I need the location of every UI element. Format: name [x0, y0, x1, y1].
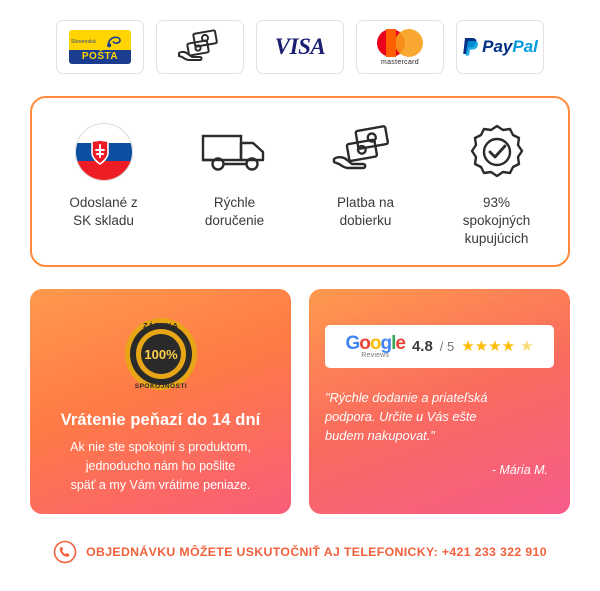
paypal-icon	[462, 37, 479, 57]
slovak-flag-icon	[75, 123, 133, 181]
review-quote-line1: "Rýchle dodanie a priateľská	[325, 389, 488, 405]
payment-logo-slovenska-posta	[56, 20, 144, 74]
checkmark-badge-icon	[466, 123, 528, 181]
delivery-truck-icon	[199, 126, 271, 178]
svg-text:SPOKOJNOSTI: SPOKOJNOSTI	[134, 382, 187, 390]
review-card	[309, 289, 570, 514]
rating-suffix: / 5	[439, 338, 455, 354]
svg-text:100%: 100%	[143, 346, 178, 362]
payment-logo-visa	[256, 20, 344, 74]
phone-icon	[53, 540, 77, 564]
benefit-line3: kupujúcich	[464, 231, 529, 247]
review-quote-line2: podpora. Určite u Vás ešte	[325, 408, 477, 424]
benefit-line2: SK skladu	[73, 213, 134, 229]
rating-stars: ★★★★	[461, 338, 516, 356]
svg-text:ZÁRUKA: ZÁRUKA	[142, 322, 179, 330]
visa-label: VISA	[274, 34, 326, 59]
guarantee-title: Vrátenie peňazí do 14 dní	[60, 410, 261, 429]
phone-contact-text: OBJEDNÁVKU MÔŽETE USKUTOČNIŤ AJ TELEFONICKY: +421 233 322 910	[86, 544, 547, 559]
promo-cards-row	[30, 289, 570, 514]
benefit-item-fast-delivery	[169, 116, 300, 230]
cash-hand-icon	[331, 125, 401, 179]
benefits-box	[30, 96, 570, 267]
benefit-line1: 93%	[482, 195, 510, 210]
cash-hand-icon	[176, 29, 224, 65]
paypal-pay-label: Pay	[482, 37, 513, 56]
review-author: - Mária M.	[491, 463, 548, 478]
mastercard-circles-icon	[377, 29, 423, 57]
mastercard-label: mastercard	[380, 58, 419, 66]
posta-label: POŠTA	[69, 50, 131, 64]
benefit-item-satisfaction	[431, 116, 562, 249]
guarantee-body-line2: jednoducho nám ho pošlite	[85, 459, 236, 474]
payment-logo-cash-on-delivery	[156, 20, 244, 74]
guarantee-seal-icon	[122, 315, 200, 393]
benefit-line1: Rýchle	[213, 195, 256, 210]
benefit-item-sk-warehouse	[38, 116, 169, 230]
posta-logo-icon	[69, 30, 131, 64]
payment-logo-paypal	[456, 20, 544, 74]
benefit-line2: dobierku	[339, 213, 392, 229]
guarantee-body-line1: Ak nie ste spokojní s produktom,	[70, 439, 251, 454]
benefit-item-cash-on-delivery	[300, 116, 431, 230]
payment-methods-row	[0, 0, 600, 86]
phone-contact-bar[interactable]	[0, 540, 600, 564]
benefit-line2: spokojných	[462, 213, 531, 229]
benefit-line1: Platba na	[336, 195, 395, 210]
rating-value: 4.8	[411, 337, 433, 355]
guarantee-body-line3: späť a my Vám vrátime peniaze.	[70, 478, 251, 493]
guarantee-card	[30, 289, 291, 514]
google-rating-box	[325, 325, 554, 368]
paypal-pal-label: Pal	[512, 37, 538, 56]
benefit-line2: doručenie	[204, 213, 265, 229]
post-horn-icon	[105, 34, 125, 49]
rating-half-star: ★	[520, 338, 534, 356]
benefit-line1: Odoslané z	[69, 195, 138, 210]
payment-logo-mastercard	[356, 20, 444, 74]
google-logo: Google	[345, 332, 405, 354]
posta-slovenska-text: Slovenská	[71, 38, 96, 46]
google-reviews-label: Reviews	[361, 351, 390, 359]
review-quote-line3: budem nakupovat."	[325, 428, 435, 444]
